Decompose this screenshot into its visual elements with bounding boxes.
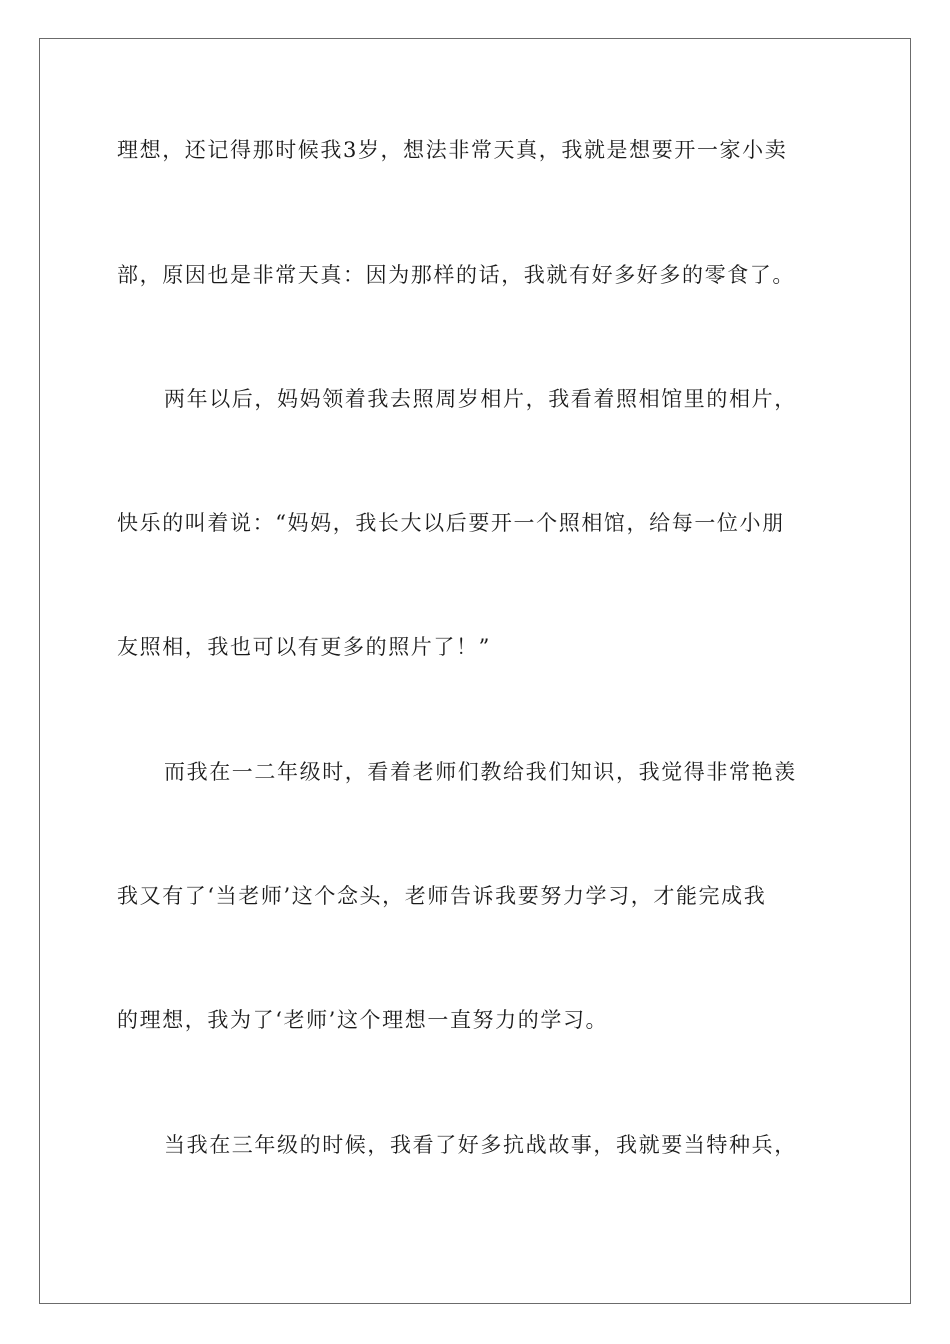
text-line: 友照相，我也可以有更多的照片了！”: [117, 635, 491, 659]
paragraph-start-line: 而我在一二年级时，看着老师们教给我们知识，我觉得非常艳羡: [164, 760, 797, 784]
page-border: [39, 38, 911, 1304]
paragraph-start-line: 两年以后，妈妈领着我去照周岁相片，我看着照相馆里的相片，: [164, 387, 797, 411]
text-line: 我又有了‘当老师’这个念头，老师告诉我要努力学习，才能完成我: [117, 884, 767, 908]
text-line: 理想，还记得那时候我3岁，想法非常天真，我就是想要开一家小卖: [117, 138, 788, 162]
text-line: 的理想，我为了‘老师’这个理想一直努力的学习。: [117, 1008, 609, 1032]
text-line: 快乐的叫着说：“妈妈，我长大以后要开一个照相馆，给每一位小朋: [117, 511, 785, 535]
text-line: 部，原因也是非常天真：因为那样的话，我就有好多好多的零食了。: [117, 263, 795, 287]
paragraph-start-line: 当我在三年级的时候，我看了好多抗战故事，我就要当特种兵，: [164, 1133, 797, 1157]
